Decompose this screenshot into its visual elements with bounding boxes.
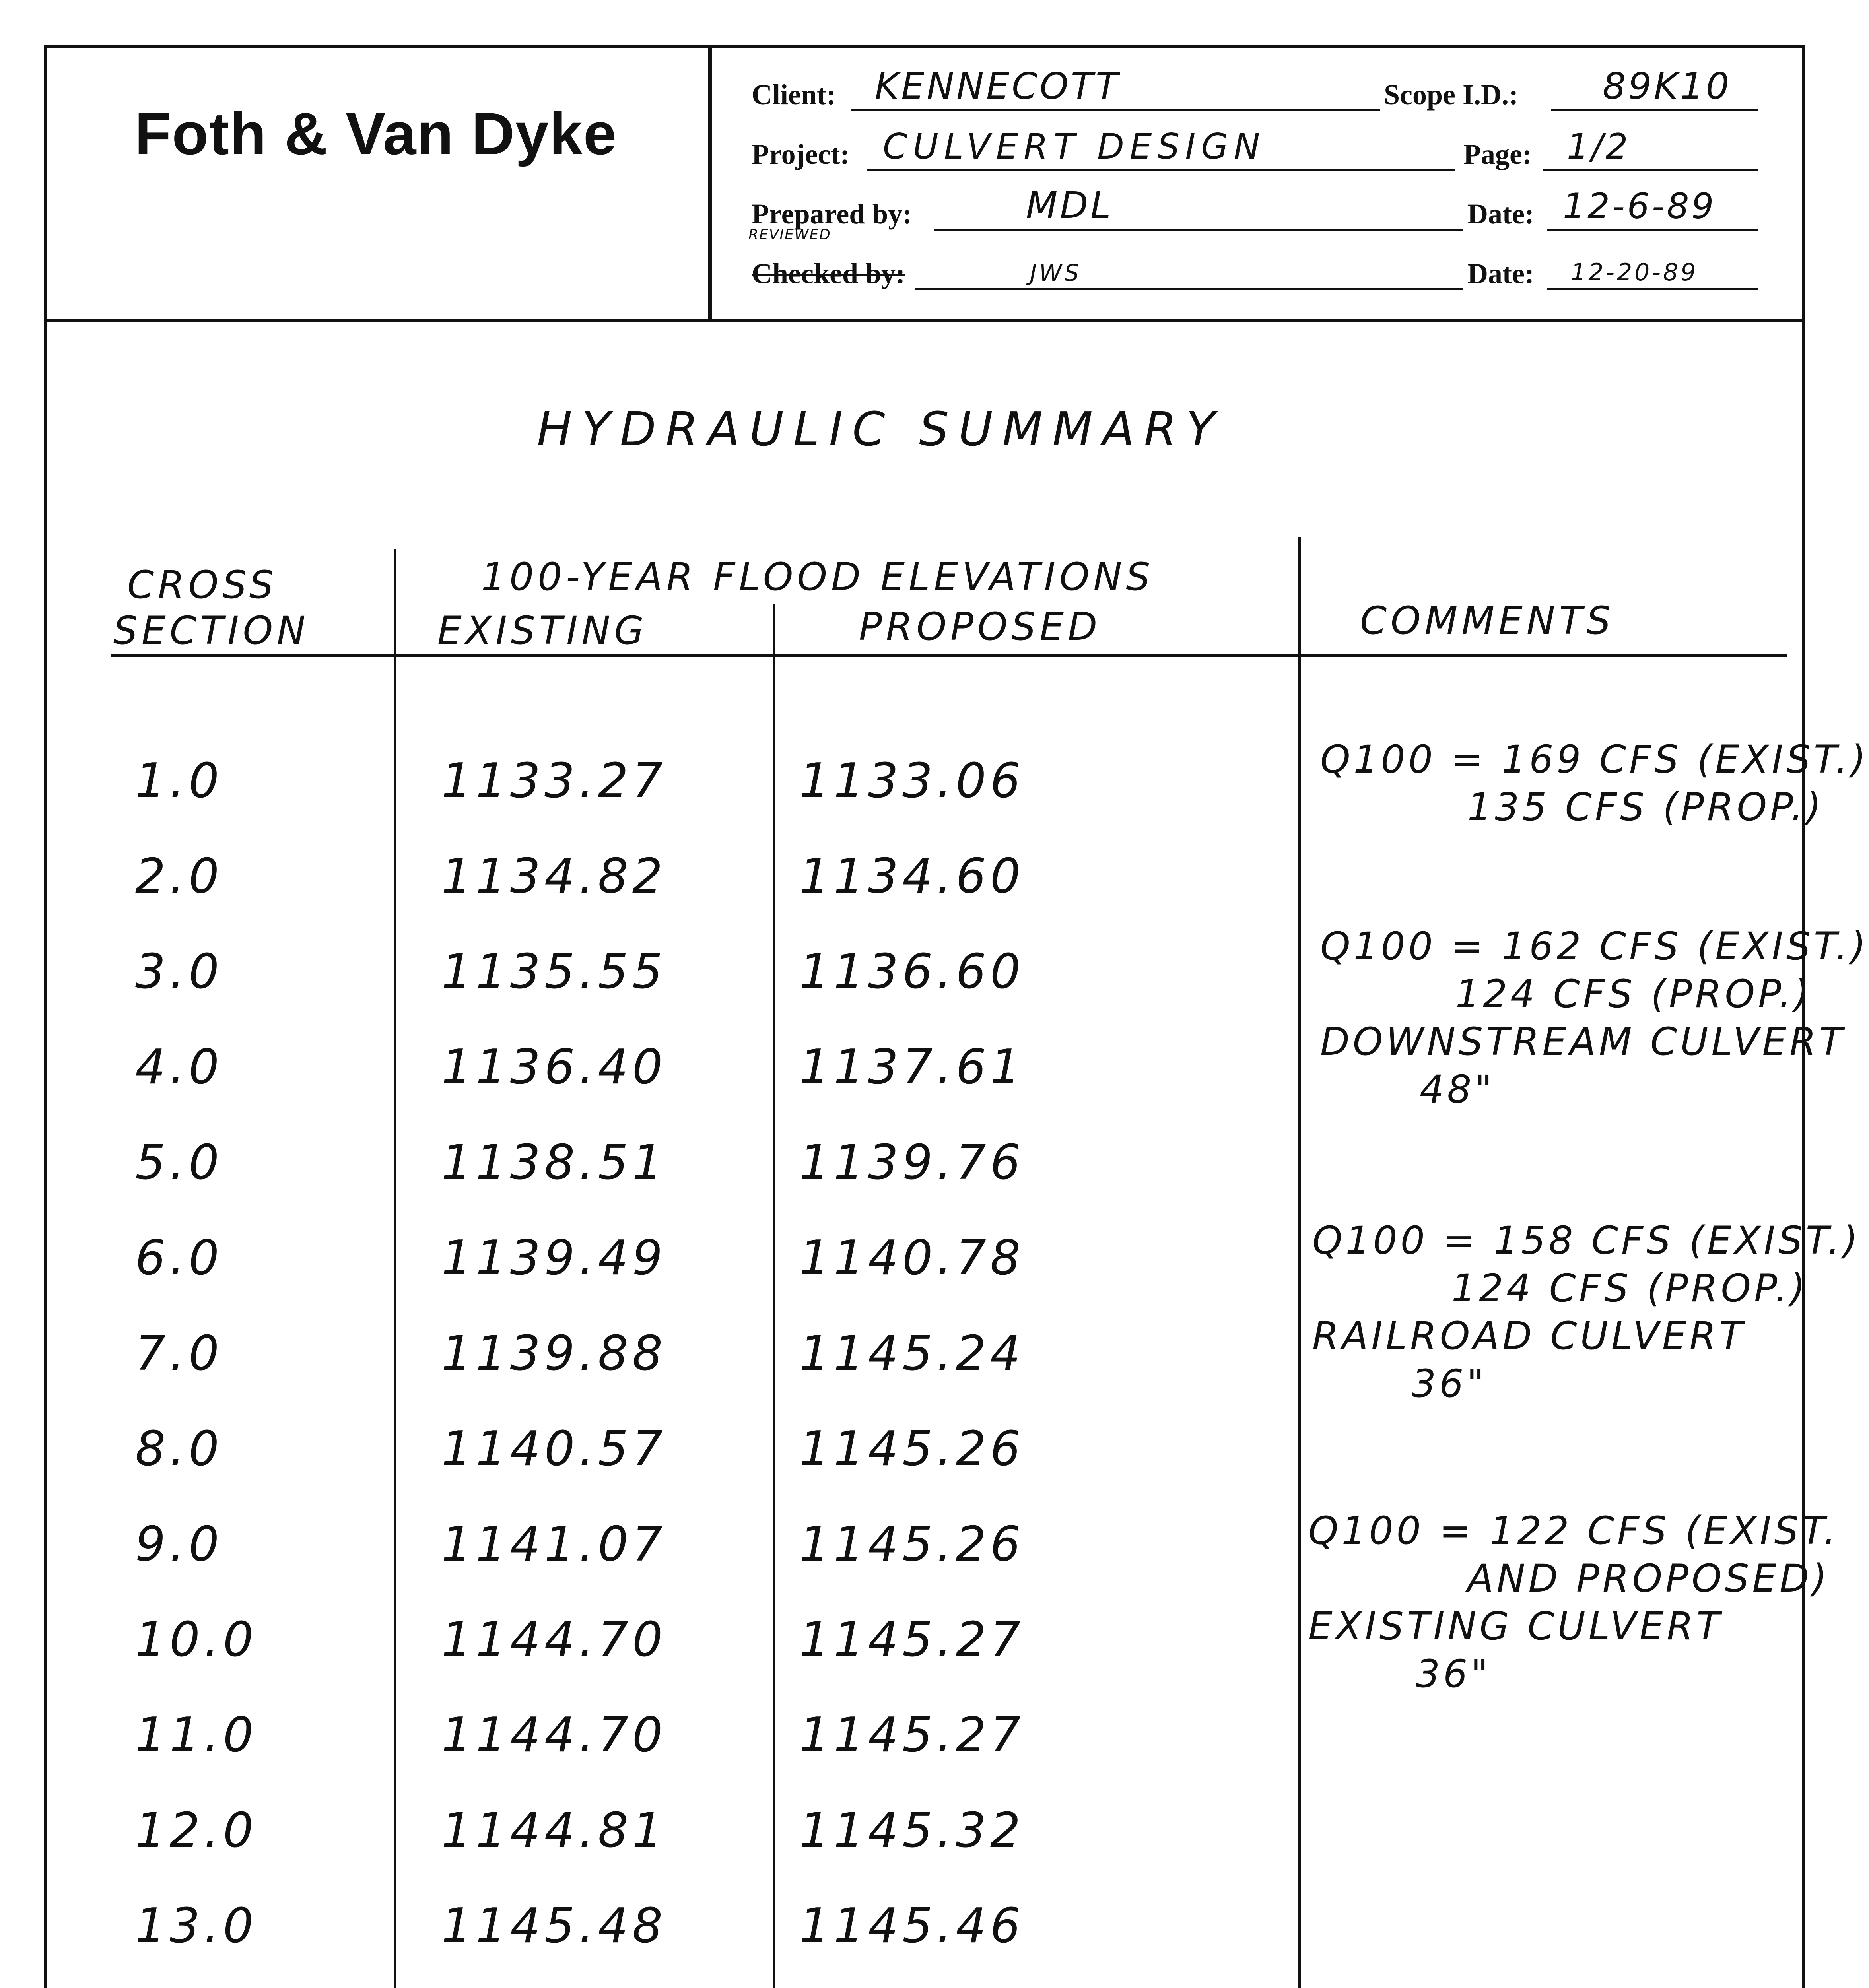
scope-value: 89K10 [1603, 65, 1732, 107]
comment-line: Q100 = 158 CFS (EXIST.) [1312, 1218, 1861, 1263]
comment-line: 48" [1420, 1067, 1496, 1112]
client-label: Client: [752, 79, 836, 111]
proposed-elevation-cell: 1145.26 [799, 1421, 1025, 1477]
checked-value: JWS [1030, 259, 1082, 286]
cross-section-header-line2: SECTION [113, 608, 309, 653]
header-underline [111, 654, 1787, 657]
comment-line: 36" [1412, 1361, 1488, 1406]
existing-elevation-cell: 1141.07 [441, 1517, 667, 1572]
prepared-line [934, 229, 1463, 231]
client-value: KENNECOTT [875, 65, 1121, 107]
comment-line: DOWNSTREAM CULVERT [1320, 1019, 1846, 1064]
table-row [0, 1708, 1869, 1803]
cross-section-cell: 9.0 [135, 1517, 223, 1572]
proposed-elevation-cell: 1140.78 [799, 1231, 1025, 1286]
checked-label: Checked by: [752, 258, 905, 289]
document-title: HYDRAULIC SUMMARY [537, 402, 1224, 456]
comment-block [1320, 736, 1869, 831]
existing-elevation-cell: 1138.51 [441, 1135, 667, 1190]
reviewed-note: REVIEWED [748, 227, 831, 243]
existing-elevation-cell: 1139.88 [441, 1326, 667, 1381]
proposed-elevation-cell: 1145.26 [799, 1517, 1025, 1572]
proposed-elevation-cell: 1139.76 [799, 1135, 1025, 1190]
header-rule [44, 319, 1805, 322]
comment-line: 124 CFS (PROP.) [1451, 1266, 1809, 1310]
scope-label: Scope I.D.: [1384, 79, 1518, 111]
existing-elevation-cell: 1139.49 [441, 1231, 667, 1286]
cross-section-cell: 6.0 [135, 1231, 223, 1286]
proposed-elevation-cell: 1137.61 [799, 1040, 1025, 1095]
comment-line: EXISTING CULVERT [1308, 1604, 1723, 1648]
prepared-label: Prepared by: [752, 198, 912, 230]
date2-line [1547, 288, 1758, 290]
proposed-header: PROPOSED [859, 604, 1102, 649]
table-row [0, 1803, 1869, 1899]
comment-block [1308, 1507, 1839, 1698]
cross-section-cell: 12.0 [135, 1803, 258, 1858]
proposed-elevation-cell: 1145.32 [799, 1803, 1025, 1858]
date1-value: 12-6-89 [1563, 186, 1716, 227]
cross-section-cell: 7.0 [135, 1326, 223, 1381]
cross-section-cell: 3.0 [135, 944, 223, 1000]
project-line [867, 169, 1455, 171]
scope-line [1551, 109, 1758, 111]
page-line [1543, 169, 1758, 171]
proposed-elevation-cell: 1136.60 [799, 944, 1025, 1000]
existing-elevation-cell: 1144.81 [441, 1803, 667, 1858]
comment-line: Q100 = 162 CFS (EXIST.) [1320, 924, 1869, 969]
cross-section-header-line1: CROSS [127, 563, 278, 607]
client-row [752, 64, 1778, 111]
company-name: Foth & Van Dyke [134, 100, 618, 167]
client-line [851, 109, 1380, 111]
proposed-elevation-cell: 1133.06 [799, 753, 1025, 809]
comment-line: 36" [1416, 1652, 1492, 1696]
page-label: Page: [1463, 138, 1532, 170]
existing-elevation-cell: 1136.40 [441, 1040, 667, 1095]
prepared-row [752, 183, 1778, 231]
header-divider [708, 45, 712, 320]
comment-block [1312, 1217, 1861, 1408]
date2-label: Date: [1467, 258, 1534, 289]
proposed-elevation-cell: 1145.24 [799, 1326, 1025, 1381]
cross-section-cell: 4.0 [135, 1040, 223, 1095]
table-row [0, 1421, 1869, 1517]
cross-section-cell: 8.0 [135, 1421, 223, 1477]
checked-line [915, 288, 1463, 290]
table-row [0, 1899, 1869, 1988]
existing-elevation-cell: 1144.70 [441, 1708, 667, 1763]
cross-section-cell: 1.0 [135, 753, 223, 809]
date1-line [1547, 229, 1758, 231]
existing-elevation-cell: 1135.55 [441, 944, 667, 1000]
project-label: Project: [752, 138, 850, 170]
comment-line: Q100 = 169 CFS (EXIST.) [1320, 737, 1869, 782]
checked-row [752, 243, 1778, 290]
comment-line: AND PROPOSED) [1467, 1556, 1830, 1601]
page-value: 1/2 [1567, 126, 1630, 167]
project-value: CULVERT DESIGN [883, 126, 1266, 167]
existing-elevation-cell: 1140.57 [441, 1421, 667, 1477]
proposed-elevation-cell: 1145.27 [799, 1708, 1025, 1763]
cross-section-cell: 11.0 [135, 1708, 258, 1763]
existing-header: EXISTING [437, 608, 648, 653]
comment-line: 135 CFS (PROP.) [1467, 785, 1824, 829]
existing-elevation-cell: 1134.82 [441, 849, 667, 904]
proposed-elevation-cell: 1145.46 [799, 1899, 1025, 1954]
comments-header: COMMENTS [1360, 598, 1615, 643]
cross-section-cell: 10.0 [135, 1612, 258, 1668]
project-row [752, 123, 1778, 171]
table-row [0, 1135, 1869, 1231]
existing-elevation-cell: 1145.48 [441, 1899, 667, 1954]
comment-block [1320, 922, 1869, 1113]
comment-line: Q100 = 122 CFS (EXIST. [1308, 1508, 1839, 1553]
date2-value: 12-20-89 [1571, 258, 1698, 286]
prepared-value: MDL [1026, 184, 1113, 227]
comment-line: RAILROAD CULVERT [1312, 1314, 1746, 1358]
cross-section-cell: 5.0 [135, 1135, 223, 1190]
existing-elevation-cell: 1144.70 [441, 1612, 667, 1668]
flood-elevations-header: 100-YEAR FLOOD ELEVATIONS [481, 555, 1154, 599]
date1-label: Date: [1467, 198, 1534, 230]
cross-section-cell: 2.0 [135, 849, 223, 904]
cross-section-cell: 13.0 [135, 1899, 258, 1954]
proposed-elevation-cell: 1145.27 [799, 1612, 1025, 1668]
proposed-elevation-cell: 1134.60 [799, 849, 1025, 904]
comment-line: 124 CFS (PROP.) [1455, 972, 1813, 1016]
existing-elevation-cell: 1133.27 [441, 753, 667, 809]
